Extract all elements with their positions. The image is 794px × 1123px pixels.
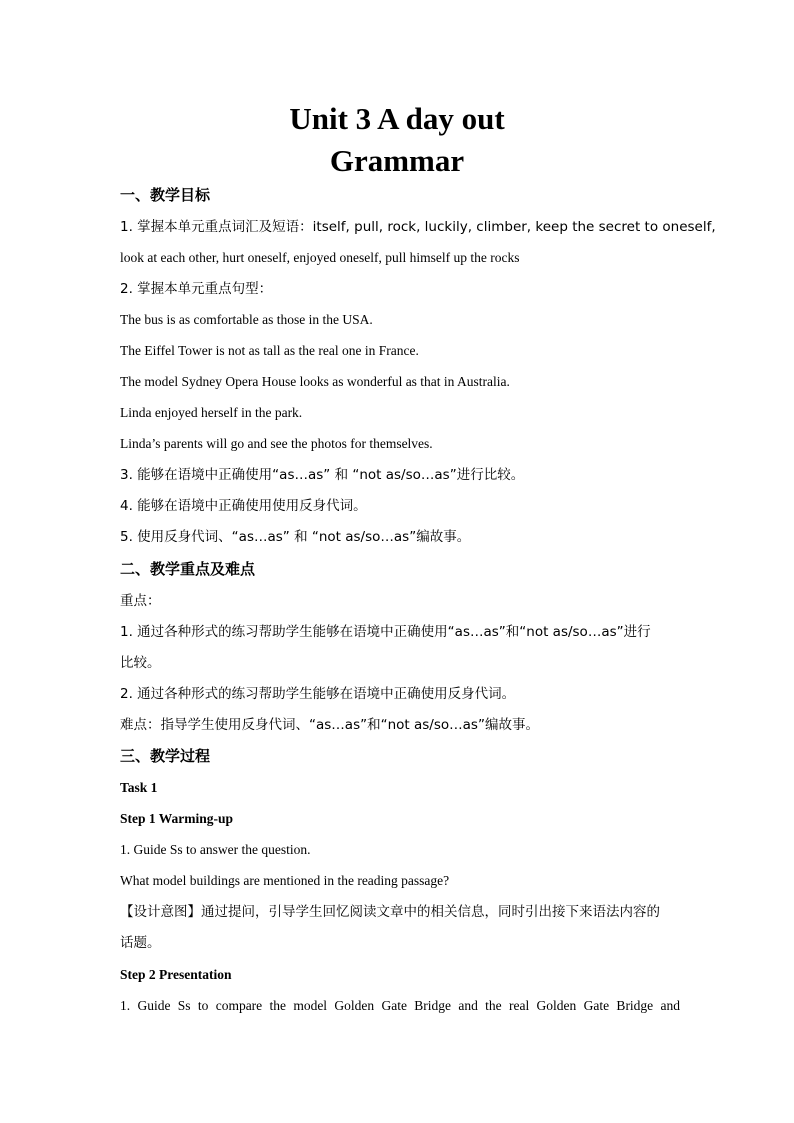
step-2-heading: Step 2 Presentation (120, 967, 232, 982)
design-intent-line-1: 【设计意图】通过提问，引导学生回忆阅读文章中的相关信息，同时引出接下来语法内容的 (120, 904, 660, 920)
step-1-heading: Step 1 Warming-up (120, 811, 234, 826)
objective-4: 4. 能够在语境中正确使用使用反身代词。 (120, 498, 367, 514)
objective-5: 5. 使用反身代词、“as…as” 和 “not as/so…as”编故事。 (120, 529, 471, 545)
objective-1-line-2: look at each other, hurt oneself, enjoyed oneself, pull himself up the rocks (120, 250, 520, 265)
key-point-2: 2. 通过各种形式的练习帮助学生能够在语境中正确使用反身代词。 (120, 686, 516, 702)
design-intent-line-2: 话题。 (120, 935, 161, 951)
section-heading-objectives: 一、教学目标 (120, 186, 211, 204)
section-heading-key-points: 二、教学重点及难点 (120, 560, 256, 578)
key-sentence-4: Linda enjoyed herself in the park. (120, 405, 303, 420)
step-1-item-1: 1. Guide Ss to answer the question. (120, 842, 311, 857)
key-points-label: 重点： (120, 593, 161, 609)
key-sentence-5: Linda’s parents will go and see the photos for themselves. (120, 436, 433, 451)
step-1-question: What model buildings are mentioned in the reading passage? (120, 873, 450, 888)
objective-2: 2. 掌握本单元重点句型： (120, 281, 273, 297)
difficulty: 难点：指导学生使用反身代词、“as…as”和“not as/so…as”编故事。 (120, 717, 539, 733)
key-sentence-1: The bus is as comfortable as those in the USA. (120, 312, 373, 327)
key-sentence-3: The model Sydney Opera House looks as wonderful as that in Australia. (120, 374, 510, 389)
objective-1-line-1: 1. 掌握本单元重点词汇及短语：itself, pull, rock, luckily, climber, keep the secret to oneself, (120, 219, 716, 235)
objective-3: 3. 能够在语境中正确使用“as…as” 和 “not as/so…as”进行比较。 (120, 467, 525, 483)
task-1-heading: Task 1 (120, 780, 158, 795)
key-point-1-line-2: 比较。 (120, 655, 161, 671)
document-title: Unit 3 A day out (289, 101, 505, 136)
document-subtitle: Grammar (329, 143, 465, 178)
section-heading-process: 三、教学过程 (120, 747, 211, 765)
key-point-1-line-1: 1. 通过各种形式的练习帮助学生能够在语境中正确使用“as…as”和“not as/so…as”进行 (120, 624, 651, 640)
step-2-item-1: 1. Guide Ss to compare the model Golden Gate Bridge and the real Golden Gate Bridge and (120, 998, 680, 1013)
key-sentence-2: The Eiffel Tower is not as tall as the real one in France. (120, 343, 419, 358)
